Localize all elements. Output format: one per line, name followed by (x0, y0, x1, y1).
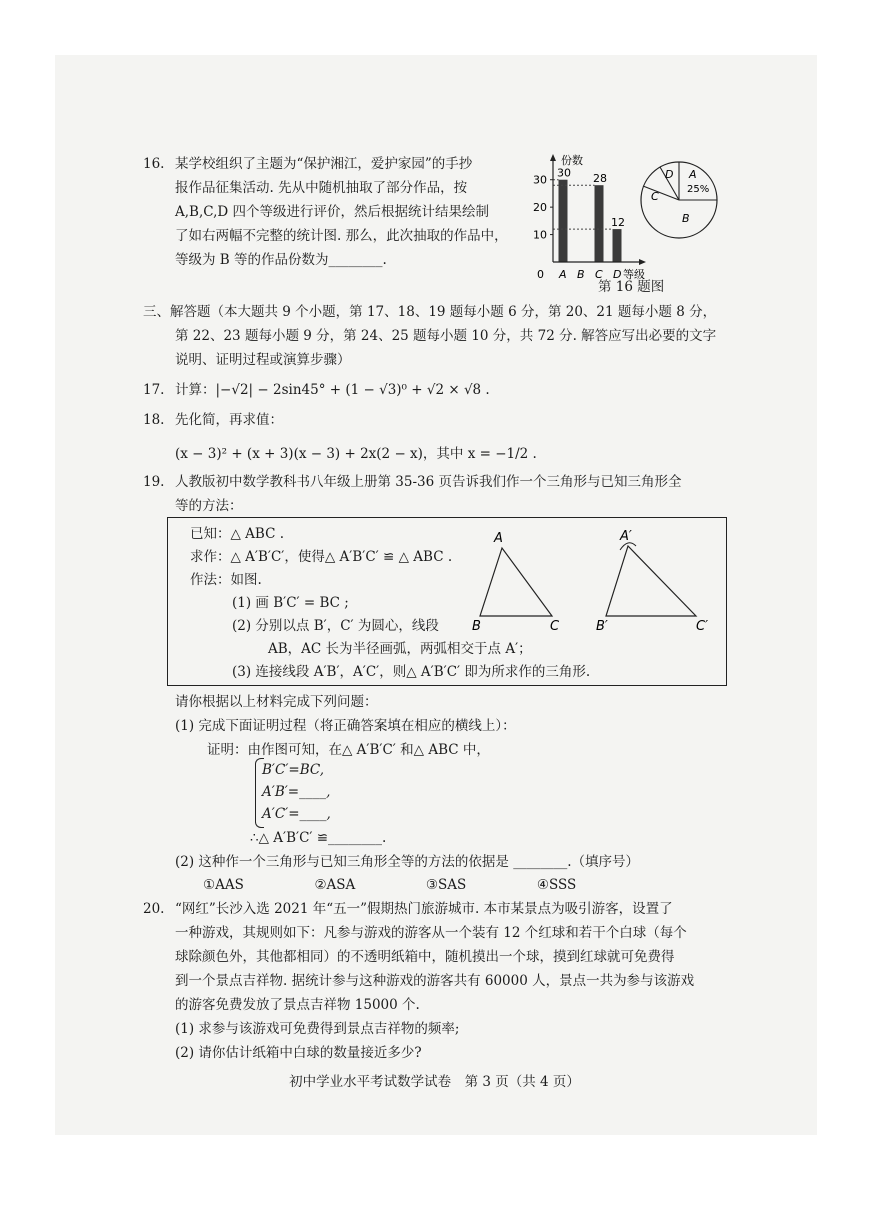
box-step1: (1) 画 B′C′ = BC ; (232, 595, 349, 611)
q17-number: 17. (143, 382, 165, 398)
q19-part1: (1) 完成下面证明过程（将正确答案填在相应的横线上）： (175, 718, 516, 734)
q19-proof-intro: 证明：由作图可知，在△ A′B′C′ 和△ ABC 中， (207, 742, 490, 758)
y-tick-label: 10 (533, 228, 547, 242)
q20-text (175, 897, 694, 1065)
option-sas: ③SAS (425, 877, 467, 893)
q20-line: 球除颜色外，其他都相同）的不透明纸箱中，随机摸出一个球，摸到红球就可免费得 (175, 949, 675, 965)
proof-line: A′B′=____, (262, 784, 331, 800)
q16-line: 报作品征集活动. 先从中随机抽取了部分作品，按 (175, 180, 468, 196)
q16-line: 了如右两幅不完整的统计图. 那么，此次抽取的作品中， (175, 228, 508, 244)
proof-line: B′C′=BC, (262, 762, 325, 778)
x-axis-arrow (639, 259, 646, 265)
box-construct: 求作：△ A′B′C′，使得△ A′B′C′ ≌ △ ABC . (190, 549, 453, 565)
triangle-figure (470, 528, 720, 638)
q19-line: 人教版初中数学教科书八年级上册第 35-36 页告诉我们作一个三角形与已知三角形全 (175, 474, 682, 490)
box-method: 作法：如图. (190, 572, 262, 588)
q16-text (175, 152, 508, 272)
option-aas: ①AAS (203, 877, 244, 893)
data-label-a: 30 (557, 166, 571, 180)
section3-line: 说明、证明过程或演算步骤） (175, 352, 351, 368)
pie-chart (637, 158, 721, 242)
q16-caption: 第 16 题图 (598, 279, 665, 295)
label-b-prime: B′ (596, 619, 608, 634)
q20-line: “网红”长沙入选 2021 年“五一”假期热门旅游城市. 本市某景点为吸引游客，设置了 (175, 901, 673, 917)
section3-line: 第 22、23 题每小题 9 分，第 24、25 题每小题 10 分，共 72 分. 解答应写出必要的文字 (175, 328, 717, 344)
q20-line: 一种游戏，其规则如下：凡参与游戏的游客从一个装有 12 个红球和若干个白球（每个 (175, 925, 687, 941)
bar-a (559, 180, 568, 262)
page-footer: 初中学业水平考试数学试卷 第 3 页（共 4 页） (289, 1074, 580, 1090)
option-asa: ②ASA (314, 877, 356, 893)
label-c: C (550, 619, 560, 634)
q19-line: 等的方法： (175, 498, 243, 514)
q16-number: 16. (143, 156, 165, 172)
q20-line: (1) 求参与该游戏可免费得到景点吉祥物的频率; (175, 1021, 460, 1037)
q18-expression: (x − 3)² + (x + 3)(x − 3) + 2x(2 − x)，其中 x = −1/2 . (175, 446, 537, 462)
q16-line: A,B,C,D 四个等级进行评价，然后根据统计结果绘制 (175, 204, 490, 220)
section3-line: 三、解答题（本大题共 9 个小题，第 17、18、19 题每小题 6 分，第 20、21 题每小题 8 分， (143, 304, 717, 320)
box-step2-cont: AB，AC 长为半径画弧，两弧相交于点 A′； (268, 641, 532, 657)
y-tick-label: 30 (533, 173, 547, 187)
pie-label-c: C (651, 190, 659, 203)
bar-d (613, 229, 622, 262)
q20-number: 20. (143, 901, 165, 917)
proof-line: A′C′=____, (262, 806, 331, 822)
label-c-prime: C′ (696, 619, 709, 634)
proof-lines (262, 759, 331, 825)
q16-line: 等级为 B 等的作品份数为________. (175, 252, 387, 268)
bar-c (595, 185, 604, 262)
y-axis-label: 份数 (561, 154, 583, 167)
option-sss: ④SSS (536, 877, 577, 893)
q19-intro (175, 470, 682, 518)
box-step3: (3) 连接线段 A′B′，A′C′，则△ A′B′C′ 即为所求作的三角形. (232, 664, 591, 680)
q17-text: 计算：|−√2| − 2sin45° + (1 − √3)⁰ + √2 × √8 . (175, 382, 490, 398)
q18-number: 18. (143, 412, 165, 428)
x-tick-label-a: A (559, 268, 567, 280)
q19-options (203, 873, 576, 897)
data-label-d: 12 (611, 216, 625, 230)
q19-part2: (2) 这种作一个三角形与已知三角形全等的方法的依据是 ________.（填序号） (175, 854, 639, 870)
q16-line: 某学校组织了主题为“保护湘江，爱护家园”的手抄 (175, 156, 473, 172)
x-axis-label: 等级 (623, 268, 645, 280)
bar-chart (525, 150, 655, 280)
label-a-prime: A′ (620, 529, 632, 544)
box-step2: (2) 分别以点 B′，C′ 为圆心，线段 (232, 618, 439, 634)
q19-instruction: 请你根据以上材料完成下列问题： (175, 694, 378, 710)
pie-label-a-percent: 25% (687, 184, 710, 195)
pie-label-a: A (689, 168, 697, 181)
label-b: B (472, 619, 481, 634)
box-given: 已知：△ ABC . (190, 526, 285, 542)
proof-conclusion: ∴△ A′B′C′ ≌________. (250, 830, 387, 846)
section3-header (143, 300, 716, 372)
q20-line: 到一个景点吉祥物. 据统计参与这种游戏的游客共有 60000 人，景点一共为参与该游戏 (175, 973, 695, 989)
q20-line: (2) 请你估计纸箱中白球的数量接近多少? (175, 1045, 422, 1061)
y-tick-label: 20 (533, 201, 547, 215)
q19-number: 19. (143, 474, 165, 490)
y-axis-arrow (550, 154, 556, 161)
pie-label-d: D (665, 168, 674, 181)
pie-label-b: B (682, 212, 690, 225)
q18-prompt: 先化简，再求值： (175, 412, 283, 428)
label-a: A (494, 531, 503, 546)
x-tick-label-b: B (577, 268, 585, 280)
q20-line: 的游客免费发放了景点吉祥物 15000 个. (175, 997, 420, 1013)
x-tick-label-c: C (595, 268, 603, 280)
y-tick-label: 0 (537, 268, 544, 280)
x-tick-label-d: D (613, 268, 622, 280)
data-label-c: 28 (593, 172, 607, 186)
